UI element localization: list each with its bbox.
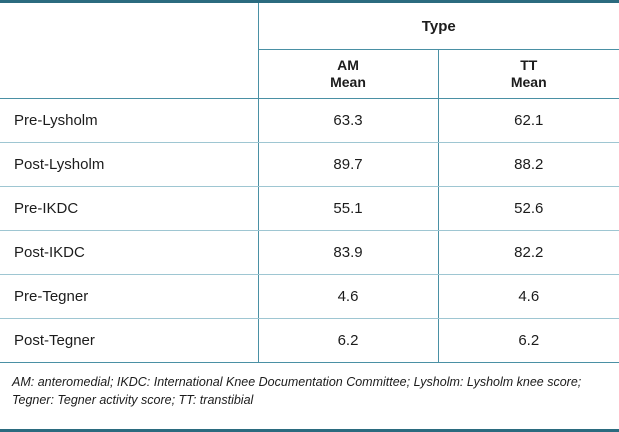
results-table — [0, 3, 619, 363]
row-value-am: 4.6 — [258, 275, 438, 319]
row-value-am: 55.1 — [258, 187, 438, 231]
table-row — [0, 187, 619, 231]
header-subcorner-blank — [0, 50, 258, 99]
header-column-am-stat: Mean — [330, 74, 366, 90]
row-label: Post-IKDC — [0, 231, 258, 275]
header-column-tt-stat: Mean — [510, 74, 547, 90]
table-footnote: AM: anteromedial; IKDC: International Knee Documentation Committee; Lysholm: Lysholm knee score; Tegner: Tegner activity score; TT: transtibial — [12, 375, 582, 408]
row-value-am: 83.9 — [258, 231, 438, 275]
table-row — [0, 275, 619, 319]
header-column-tt — [438, 50, 619, 99]
table-row — [0, 99, 619, 143]
row-label: Pre-Lysholm — [0, 99, 258, 143]
row-value-tt: 62.1 — [438, 99, 619, 143]
row-label: Post-Tegner — [0, 319, 258, 363]
row-value-am: 89.7 — [258, 143, 438, 187]
header-column-am-label: AM — [337, 56, 359, 73]
row-value-am: 63.3 — [258, 99, 438, 143]
row-value-tt: 52.6 — [438, 187, 619, 231]
row-value-tt: 6.2 — [438, 319, 619, 363]
table-header-sub-row — [0, 50, 619, 99]
header-column-tt-label: TT — [520, 56, 538, 73]
table-header — [0, 3, 619, 99]
row-label: Pre-Tegner — [0, 275, 258, 319]
row-value-tt: 82.2 — [438, 231, 619, 275]
row-value-tt: 4.6 — [438, 275, 619, 319]
header-group-type: Type — [258, 3, 619, 50]
table-body — [0, 99, 619, 363]
table-row — [0, 319, 619, 363]
table-row — [0, 231, 619, 275]
header-corner-blank — [0, 3, 258, 50]
table-header-group-row — [0, 3, 619, 50]
row-value-am: 6.2 — [258, 319, 438, 363]
row-label: Pre-IKDC — [0, 187, 258, 231]
row-value-tt: 88.2 — [438, 143, 619, 187]
table-row — [0, 143, 619, 187]
row-label: Post-Lysholm — [0, 143, 258, 187]
header-column-am — [258, 50, 438, 99]
